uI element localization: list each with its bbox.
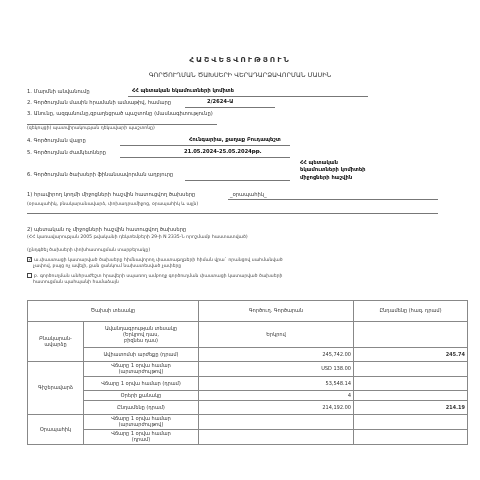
table-row [28,348,468,362]
section-2-option-a-cont: չափով, բայց ոչ ավելի, քան ցանկում նախատեսված չափերը [33,264,182,269]
expense-item-cell: Վճարը 1 օրվա համար (դրամ) [84,377,199,391]
expense-value-cell: USD 138.00 [199,362,354,377]
field-3-note: (զեկույցի) պատվիրակության ղեկավարի պաշտոնը) [27,126,155,131]
field-4-underline [120,145,290,146]
table-row [28,377,468,391]
expense-item-cell: Օրերի քանակը [84,391,199,401]
section-2-line-2: (ՀՀ կառավարության 2005 թվականի դեկտեմբերի 29-ի N 2335-Ն որոշմամբ հաստատված) [27,235,248,240]
field-6-value-line2: եկամուտների կոմիտեի [300,167,366,173]
expense-table [27,300,468,445]
field-5-value: 21.05.2024-25.05.2024թթ. [184,149,262,155]
document-title: ՀԱՇՎԵՏՎՈՒԹՅՈՒՆ [189,55,291,64]
expense-item-cell: Վճարը 1 օրվա համար (դրամ) [84,430,199,445]
option-1-note: (օրապահիկ, բնակարանավարձ, փոխադրամիջոց, օրապահիկ և այլն) [27,202,199,207]
section-2-option-b [27,273,282,280]
expense-group-cell: Օրապահիկ [28,415,84,445]
expense-value-cell [199,415,354,430]
field-6-value-line1: ՀՀ պետական [300,160,339,166]
expense-item-cell: Վճարը 1 օրվա համար (արտարժույթով) [84,415,199,430]
header-total: Ընդամենը (հազ. դրամ) [354,301,468,322]
option-b-checkbox[interactable] [27,273,32,278]
expense-item-cell: Ընդամենը (դրամ) [84,401,199,415]
option-1-underline-2 [27,213,438,214]
field-2-value: 2/2624-Ա [207,99,234,105]
table-row [28,430,468,445]
expense-total-cell [354,391,468,401]
expense-group-cell: Բնակարան- ավարձը [28,322,84,362]
table-row [28,322,468,348]
field-2-label: 2. Գործուղման մասին հրամանի ամսաթիվ, համարը [27,100,172,106]
field-6-label: 6. Գործուղման ծախսերի ֆինանսավորման աղբյուրը [27,172,174,178]
field-2-underline [185,107,275,108]
header-business-trip: Գործուղ. Գործարան [199,301,354,322]
table-header-row [28,301,468,322]
field-1-underline [128,96,368,97]
expense-value-cell: 4 [199,391,354,401]
table-row [28,415,468,430]
expense-total-cell [354,415,468,430]
field-6-value-line3: միջոցների հաշվին [300,175,353,181]
expense-total-cell [354,362,468,377]
expense-value-cell: 214,192.00 [199,401,354,415]
field-4-value: Հունգարիա, քաղաք Բուդապեշտ [189,137,281,143]
field-3-label: 3. Անունը, ազգանունը,զբաղեցրած պաշտոնը (մասնագիտությունը) [27,111,213,117]
table-row [28,391,468,401]
section-2-option-b-cont: հատուցման պահպանի համաձայն [33,280,119,285]
option-a-checkbox[interactable]: ✓ [28,257,33,263]
expense-value-cell: 53,548.14 [199,377,354,391]
section-2-line-1: 2) պետական ոչ միջոցների հաշվին հատուցվող ծախսերը [27,227,187,233]
expense-total-cell: 214.19 [354,401,468,415]
field-6-underline [185,180,290,181]
expense-item-cell: Ավանդագրության տեսակը (Երկրով դաս, բիզնես դաս) [84,322,199,348]
expense-total-cell [354,430,468,445]
field-3-underline [27,124,217,125]
section-2-line-3: (ընդգծել ծախսերի փոխհատուցման տարբերակը) [27,248,151,253]
expense-value-cell: 245,742.00 [199,348,354,362]
expense-total-cell: 245.74 [354,348,468,362]
table-row [28,401,468,415]
option-1-value: _օրապահիկ_ [230,192,267,198]
expense-total-cell [354,377,468,391]
expense-total-cell [354,322,468,348]
field-1-label: 1. Մարմնի անվանումը [27,89,90,95]
field-5-underline [120,157,290,158]
expense-group-cell: Գիշերավարձ [28,362,84,415]
expense-item-cell: Վճարը 1 օրվա համար (արտարժույթով) [84,362,199,377]
option-1-underline [228,199,438,200]
field-1-value: ՀՀ պետական եկամուտների կոմիտե [132,88,234,94]
option-a-text: ա.փաստացի կատարված ծախսերը հիմնավորող փաստաթղթերի հիման վրա` որանցով սահմանված [34,258,283,263]
expense-value-cell [199,430,354,445]
document-subtitle: ԳՈՐԾՈՒՂՄԱՆ ԾԱԽՍԵՐԻ ՎԵՐԱԴԱՐՁԱՎՈՐՄԱՆ ՄԱՍԻՆ [148,71,332,79]
expense-item-cell: Ավիատոմսի արժեքը (դրամ) [84,348,199,362]
section-2-option-a [27,257,283,264]
expense-value-cell: Երկրով [199,322,354,348]
table-row [28,362,468,377]
field-5-label: 5. Գործուղման ժամկետները [27,150,106,156]
field-4-label: 4. Գործուղման վայրը [27,138,86,144]
header-expense-type: Ծախսի տեսակը [28,301,199,322]
option-b-text: բ. գործուղման անհրաժեշտ հրավերի սպառող ամբողջ գործուղման փաստացի կատարված ծախսերի [34,274,283,279]
option-1-label: 1) հրավիրող կողմի միջոցների հաշվին հատուցվող ծախսերը [27,192,196,198]
